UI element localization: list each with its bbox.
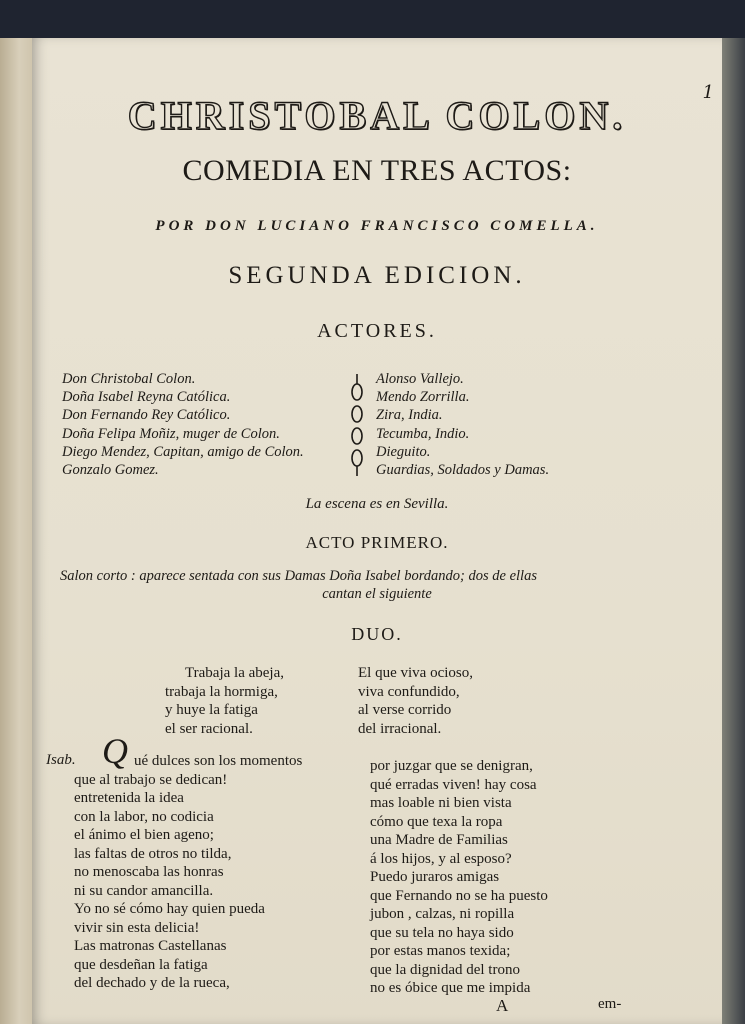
author-line: POR DON LUCIANO FRANCISCO COMELLA. [155, 218, 599, 234]
verse-line: que Fernando no se ha puesto [370, 887, 548, 904]
verse-line: y huye la fatiga [165, 702, 258, 718]
cast-entry: Dieguito. [376, 443, 431, 460]
verse-line: una Madre de Familias [370, 832, 508, 848]
verse-line: trabaja la hormiga, [165, 683, 278, 700]
verse-line: Yo no sé cómo hay quien pueda [74, 901, 265, 917]
book-page [32, 38, 722, 1024]
cast-entry: Don Christobal Colon. [62, 371, 196, 387]
verse-line: Trabaja la abeja, [185, 665, 284, 681]
cast-list-right [376, 370, 549, 479]
verse-line: por estas manos texida; [370, 943, 511, 959]
verse-line: al verse corrido [358, 702, 452, 718]
duo-heading: DUO. [351, 624, 403, 644]
verse-line: á los hijos, y al esposo? [370, 850, 512, 867]
signature-mark: A [496, 996, 509, 1015]
scene-setting: La escena es en Sevilla. [305, 496, 449, 512]
cast-entry: Don Fernando Rey Católico. [62, 407, 231, 424]
cast-list-left [62, 370, 304, 479]
verse-line: Puedo juraros amigas [370, 869, 500, 885]
cast-entry: Mendo Zorrilla. [376, 389, 470, 406]
edition-line: SEGUNDA EDICION. [228, 262, 526, 289]
cast-entry: Doña Felipa Moñiz, muger de Colon. [62, 425, 280, 442]
facing-page-edge [0, 38, 33, 1024]
cast-heading: ACTORES. [317, 320, 437, 342]
verse-line: del dechado y de la rueca, [74, 975, 230, 991]
duo-verse-right [358, 664, 473, 738]
stage-direction-continued: cantan el siguiente [322, 586, 432, 602]
verse-line: Las matronas Castellanas [74, 938, 227, 954]
verse-line: las faltas de otros no tilda, [74, 845, 232, 862]
cast-entry: Doña Isabel Reyna Católica. [62, 389, 231, 406]
verse-line: el ser racional. [165, 720, 253, 737]
cast-entry: Alonso Vallejo. [376, 371, 464, 387]
speech-column-left [74, 752, 302, 993]
ornamental-divider-icon [348, 370, 366, 480]
duo-verse-left [165, 664, 284, 738]
play-subtitle: COMEDIA EN TRES ACTOS: [182, 154, 572, 187]
verse-line: ué dulces son los momentos [134, 753, 303, 769]
verse-line: ni su candor amancilla. [74, 882, 214, 899]
cast-entry: Gonzalo Gomez. [62, 461, 159, 478]
verse-line: viva confundido, [358, 683, 460, 700]
drop-cap: Q [102, 731, 128, 771]
speaker-label: Isab. [46, 752, 76, 768]
verse-line: El que viva ocioso, [358, 665, 473, 681]
scan-background-edge [722, 38, 745, 1024]
verse-line: vivir sin esta delicia! [74, 919, 200, 936]
verse-line: por juzgar que se denigran, [370, 758, 533, 774]
stage-direction: Salon corto : aparece sentada con sus Damas Doña Isabel bordando; dos de ellas [60, 568, 537, 584]
verse-line: que la dignidad del trono [370, 961, 520, 978]
cast-entry: Zira, India. [376, 407, 443, 424]
cast-entry: Guardias, Soldados y Damas. [376, 461, 550, 478]
page-number: 1 [702, 82, 714, 103]
catchword: em- [598, 996, 622, 1012]
cast-entry: Tecumba, Indio. [376, 425, 470, 442]
verse-line: que desdeñan la fatiga [74, 956, 208, 973]
verse-line: no menoscaba las honras [74, 864, 224, 880]
verse-line: jubon , calzas, ni ropilla [370, 906, 515, 922]
act-heading: ACTO PRIMERO. [305, 533, 449, 552]
verse-line: que su tela no haya sido [370, 924, 514, 941]
verse-line: qué erradas viven! hay cosa [370, 776, 537, 793]
verse-line: que al trabajo se dedican! [74, 771, 228, 788]
verse-line: del irracional. [358, 720, 442, 737]
verse-line: cómo que texa la ropa [370, 813, 503, 830]
speech-column-right [370, 757, 548, 998]
verse-line: entretenida la idea [74, 790, 184, 806]
play-title: CHRISTOBAL COLON. [127, 93, 627, 138]
verse-line: no es óbice que me impida [370, 980, 531, 996]
verse-line: mas loable ni bien vista [370, 795, 512, 811]
verse-line: con la labor, no codicia [74, 808, 214, 825]
verse-line: el ánimo el bien ageno; [74, 827, 214, 843]
cast-entry: Diego Mendez, Capitan, amigo de Colon. [62, 443, 304, 460]
